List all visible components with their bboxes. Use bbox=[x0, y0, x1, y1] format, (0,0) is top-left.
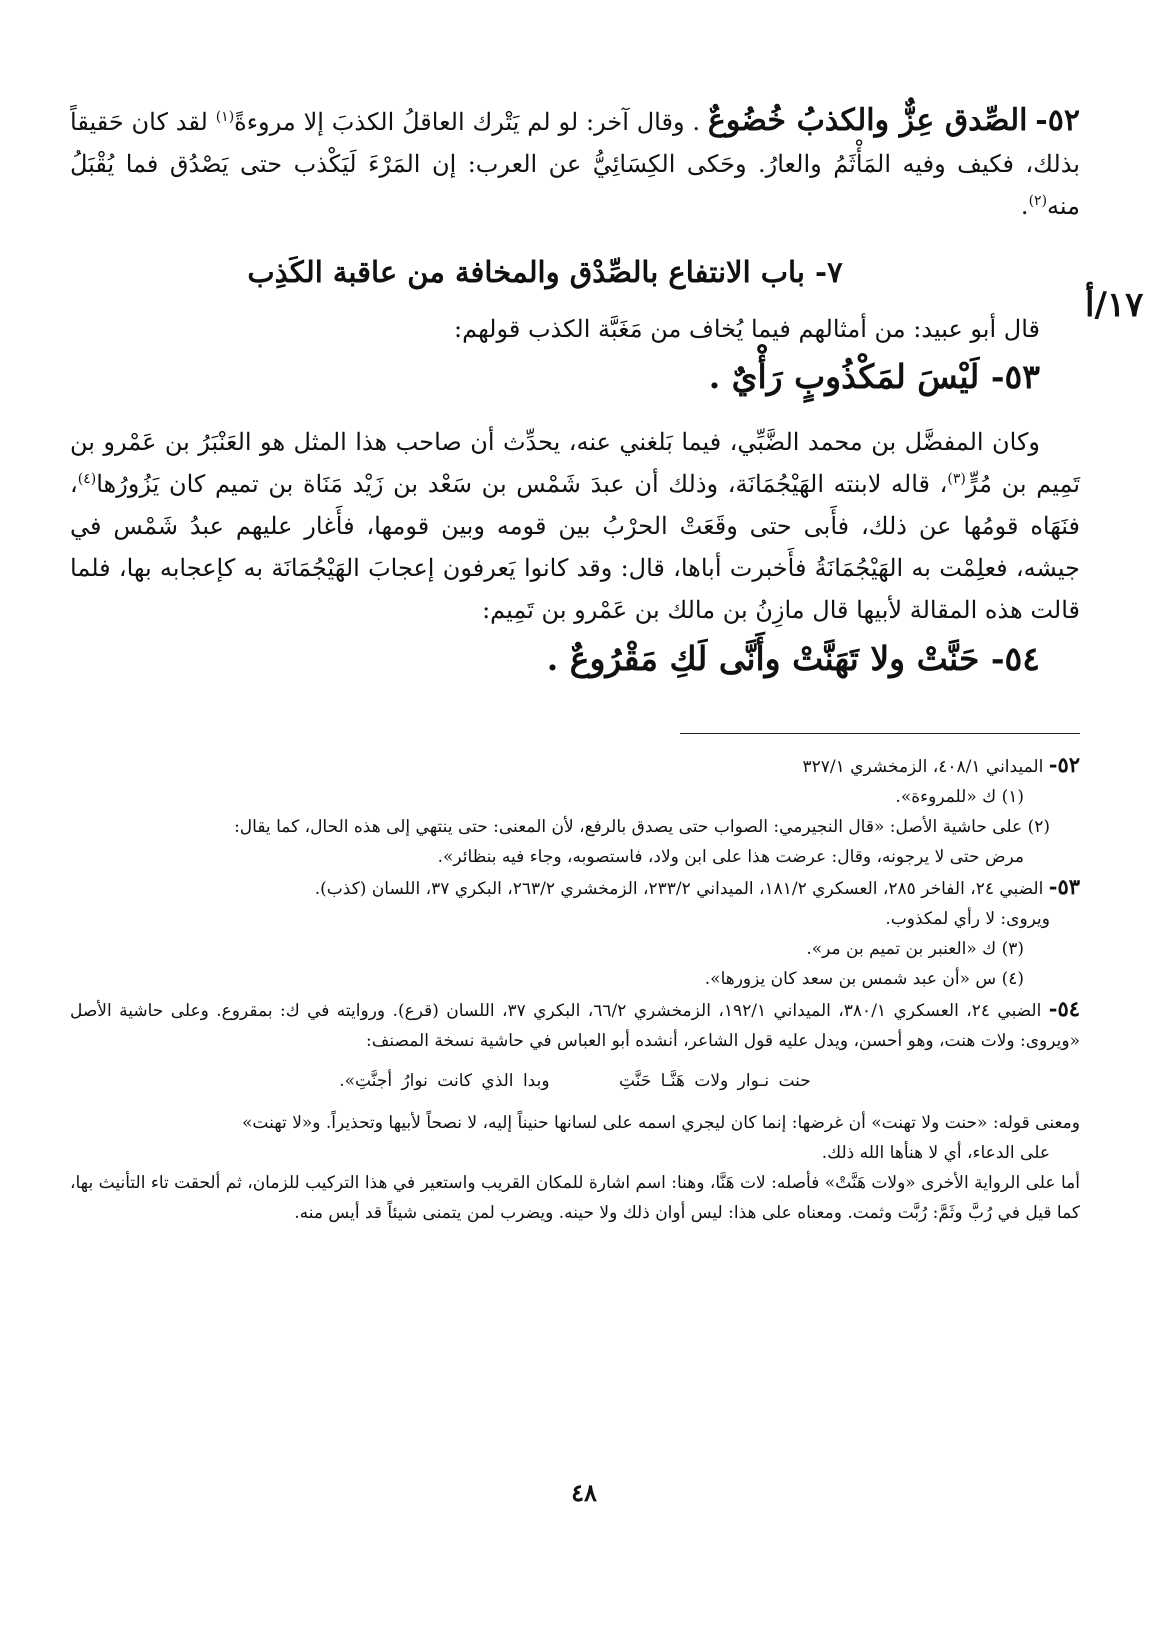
story-text-b: ، قاله لابنته الهَيْجُمَانَة، وذلك أن عبدَ شَمْس بن سَعْد بن زَيْد مَنَاة بن تميم كان يَزُورُها bbox=[96, 470, 948, 498]
footnote-54 bbox=[70, 994, 1080, 1056]
footnotes bbox=[70, 750, 1080, 1228]
proverb-53: ٥٣- لَيْسَ لمَكْذُوبٍ رَأْيٌ . bbox=[708, 357, 1040, 396]
chapter-heading: ٧- باب الانتفاع بالصِّدْق والمخافة من عاقبة الكَذِب bbox=[247, 255, 843, 289]
page-number: ٤٨ bbox=[571, 1478, 597, 1507]
paragraph-52-text-b: لقد كان حَقيقاً بذلك، فكيف وفيه المَأْثَمُ والعارُ. وحَكى الكِسَائِيُّ عن العرب: إن المَرْءَ لَيَكْذب حتى يَصْدُق فما يُقْبَلُ منه bbox=[70, 108, 1080, 220]
paragraph-52-end: . bbox=[1020, 192, 1029, 220]
footnote-ref-1: (١) bbox=[215, 109, 235, 125]
footnote-54-number: ٥٤- bbox=[1048, 996, 1081, 1021]
footnote-53-text: الضبي ٢٤، الفاخر ٢٨٥، العسكري ١٨١/٢، الميداني ٢٣٣/٢، الزمخشري ٢٦٣/٢، البكري ٣٧، اللسان (كذب). bbox=[314, 879, 1049, 899]
footnote-53 bbox=[70, 872, 1080, 904]
footnote-2-line-a: (٢) على حاشية الأصل: «قال النجيرمي: الصواب حتى يصدق بالرفع، لأن المعنى: حتى ينتهي إلى هذه الحال، كما يقال: bbox=[234, 817, 1050, 837]
intro-line: قال أبو عبيد: من أمثالهم فيما يُخاف من مَغَبَّة الكذب قولهم: bbox=[454, 315, 1040, 343]
folio-margin-mark: ١٧/أ bbox=[1085, 285, 1144, 325]
verse-first-hemistich: حنت نـوار ولات هَنَّـا حَنَّتِ bbox=[618, 1071, 811, 1091]
footnote-ref-3: (٣) bbox=[947, 471, 966, 487]
footnote-4: (٤) س «أن عبد شمس بن سعد كان يزورها». bbox=[704, 969, 1024, 989]
meaning-line-b: على الدعاء، أي لا هنأها الله ذلك. bbox=[821, 1143, 1050, 1163]
page-body bbox=[70, 100, 1080, 1228]
verse-second-hemistich: وبدا الذي كانت نوارُ أجنَّتِ». bbox=[339, 1071, 550, 1091]
proverb-52: الصِّدق عِزٌّ والكذبُ خُضُوعٌ bbox=[707, 103, 1028, 138]
footnote-separator bbox=[680, 733, 1080, 734]
footnote-1: (١) ك «للمروءة». bbox=[895, 787, 1024, 807]
verse bbox=[70, 1066, 1080, 1096]
footnote-53-variant: ويروى: لا رأي لمكذوب. bbox=[885, 909, 1050, 929]
other-reading: أما على الرواية الأخرى «ولات هَنَّتْ» فأصله: لات هَنَّا، وهنا: اسم اشارة للمكان القريب واستعير في هذا التركيب للزمان، ثم ألحقت تاء التأنيث بها، كما قيل في رُبَّ وثَمَّ: رُبَّت وثمت. ومعناه على هذا: ليس أوان ذلك ولا حينه. ويضرب لمن يتمنى شيئاً قد أيس منه. bbox=[70, 1173, 1080, 1223]
footnote-53-number: ٥٣- bbox=[1048, 874, 1080, 899]
footnote-ref-4: (٤) bbox=[77, 471, 97, 487]
proverb-54: ٥٤- حَنَّتْ ولا تَهَنَّتْ وأَنَّى لَكِ مَقْرُوعٌ . bbox=[546, 639, 1040, 678]
footnote-ref-2: (٢) bbox=[1028, 193, 1048, 209]
story-text-a: وكان المفضَّل بن محمد الضَّبِّي، فيما بَلغني عنه، يحدِّث أن صاحب هذا المثل هو العَنْبَرُ بن عَمْرو بن تَمِيم بن مُرٍّ bbox=[70, 428, 1080, 498]
paragraph-52-text-a: . وقال آخر: لو لم يَتْرك العاقلُ الكذبَ إلا مروءةً bbox=[234, 108, 701, 136]
proverb-52-number: ٥٢- bbox=[1035, 103, 1080, 138]
footnote-3: (٣) ك «العنبر بن تميم بن مر». bbox=[806, 939, 1024, 959]
story-paragraph bbox=[70, 421, 1080, 631]
footnote-54-text: الضبي ٢٤، العسكري ٣٨٠/١، الميداني ١٩٢/١، الزمخشري ٦٦/٢، البكري ٣٧، اللسان (قرع). وروايته في ك: بمقروع. وعلى حاشية الأصل «ويروى: ولات هنت، وهو أحسن، ويدل عليه قول الشاعر، أنشده أبو العباس في حاشية نسخة المصنف: bbox=[70, 1001, 1080, 1051]
meaning-line-a: ومعنى قوله: «حنت ولا تهنت» أن غرضها: إنما كان ليجري اسمه على لسانها حنيناً إليه، لا نصحاً لأبيها وتحذيراً. و«لا تهنت» bbox=[242, 1113, 1080, 1133]
footnote-2-line-b: مرض حتى لا يرجونه، وقال: عرضت هذا على ابن ولاد، فاستصوبه، وجاء فيه بنظائر». bbox=[437, 847, 1024, 867]
footnote-52-number: ٥٢- bbox=[1048, 752, 1080, 777]
paragraph-52 bbox=[70, 100, 1080, 227]
footnote-52 bbox=[70, 750, 1080, 782]
footnote-52-text: الميداني ٤٠٨/١، الزمخشري ٣٢٧/١ bbox=[802, 757, 1049, 777]
story-text-c: ، فنَهَاه قومُها عن ذلك، فأَبى حتى وقَعَتْ الحرْبُ بين قومه وبين قومها، فأَغار عليهم عبدُ شَمْس في جيشه، فعلِمْت به الهَيْجُمَانَةُ فأَخبرت أباها، قال: وقد كانوا يَعرفون إعجابَ الهَيْجُمَانَة به كإعجابه بها، فلما قالت هذه المقالة لأبيها قال مازِنُ بن مالك بن عَمْرو بن تَمِيم: bbox=[70, 470, 1080, 624]
